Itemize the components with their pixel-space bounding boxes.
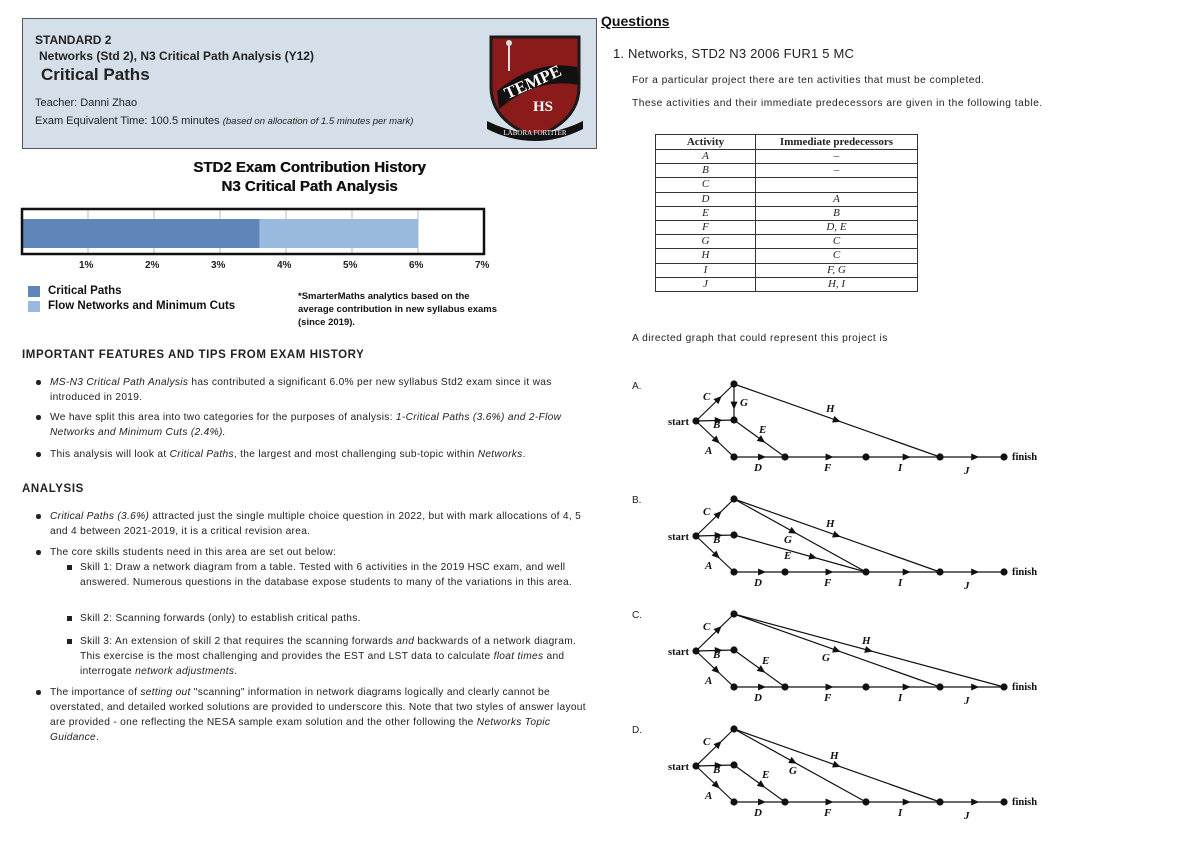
- graph-arrow: [832, 531, 842, 540]
- graph-node: [862, 798, 869, 805]
- graph-arrow: [808, 553, 818, 562]
- table-row: A –: [656, 150, 918, 164]
- finish-label: finish: [1012, 682, 1038, 693]
- graph-arrow: [826, 684, 834, 691]
- start-label: start: [668, 762, 689, 773]
- graph-edge: [734, 535, 866, 572]
- graph-node: [781, 683, 788, 690]
- graph-node: [730, 725, 737, 732]
- graph-edge-label: G: [784, 534, 792, 546]
- graph-node: [730, 610, 737, 617]
- graph-edge-label: E: [759, 424, 767, 436]
- chart-title: STD2 Exam Contribution History: [193, 159, 426, 176]
- graph-arrow: [971, 454, 979, 461]
- graph-edge-label: I: [898, 807, 903, 819]
- graph-edge-label: A: [705, 560, 713, 572]
- graph-edge: [734, 729, 866, 802]
- graph-edge-label: C: [703, 621, 711, 633]
- graph-node: [730, 495, 737, 502]
- graph-edge-label: F: [824, 577, 832, 589]
- graph-node: [1000, 453, 1007, 460]
- legend-flow-networks: Flow Networks and Minimum Cuts: [48, 300, 236, 312]
- network-diagram-c: [668, 610, 1037, 707]
- chart-tick-label: 7%: [475, 260, 490, 271]
- graph-arrow: [903, 684, 911, 691]
- legend-critical-paths: Critical Paths: [48, 285, 122, 297]
- graph-node: [730, 683, 737, 690]
- graph-arrow: [971, 799, 979, 806]
- graph-arrow: [832, 646, 842, 655]
- table-row: G C: [656, 235, 918, 249]
- graph-edge: [696, 499, 734, 536]
- graph-arrow: [758, 569, 766, 576]
- svg-text:TEMPE: TEMPE: [501, 61, 565, 103]
- graph-edge-label: G: [740, 397, 748, 409]
- skill-1: Skill 1: Draw a network diagram from a table. Tested with 6 activities in the 2019 HSC exam, and well answered. Numerous questions in the database expose students to many of the variations in this area.: [80, 560, 592, 590]
- graph-node: [692, 417, 699, 424]
- graph-arrow: [832, 416, 842, 425]
- start-label: start: [668, 417, 689, 428]
- graph-node: [1000, 683, 1007, 690]
- graph-edge-label: D: [754, 692, 762, 704]
- graph-arrow: [826, 799, 834, 806]
- graph-edge-label: D: [754, 577, 762, 589]
- option-a-label[interactable]: A.: [632, 381, 642, 392]
- table-header-predecessors: Immediate predecessors: [756, 135, 918, 150]
- graph-edge-label: E: [762, 655, 770, 667]
- graph-node: [862, 453, 869, 460]
- graph-node: [730, 416, 737, 423]
- graph-edge-label: G: [822, 652, 830, 664]
- start-label: start: [668, 647, 689, 658]
- graph-node: [781, 453, 788, 460]
- graph-edge-label: B: [713, 764, 721, 776]
- graph-edge: [696, 729, 734, 766]
- chart-tick-label: 3%: [211, 260, 226, 271]
- finish-label: finish: [1012, 567, 1038, 578]
- graph-node: [781, 568, 788, 575]
- chart-tick-label: 5%: [343, 260, 358, 271]
- table-row: F D, E: [656, 220, 918, 234]
- graph-node: [936, 683, 943, 690]
- graph-edge-label: D: [754, 462, 762, 474]
- question-1-title: 1. Networks, STD2 N3 2006 FUR1 5 MC: [613, 46, 855, 61]
- graph-edge-label: I: [898, 692, 903, 704]
- graph-arrow: [758, 684, 766, 691]
- table-row: J H, I: [656, 277, 918, 291]
- graph-node: [692, 647, 699, 654]
- graph-edge-label: J: [964, 695, 970, 707]
- graph-edge-label: F: [824, 462, 832, 474]
- network-diagram-b: [668, 495, 1037, 592]
- graph-node: [692, 532, 699, 539]
- analysis-item-2: The core skills students need in this area are set out below:: [50, 545, 595, 560]
- graph-arrow: [826, 569, 834, 576]
- table-row: B –: [656, 164, 918, 178]
- graph-arrow: [903, 799, 911, 806]
- skill-2: Skill 2: Scanning forwards (only) to establish critical paths.: [80, 611, 592, 626]
- svg-text:LABORA FORTITER: LABORA FORTITER: [503, 129, 567, 137]
- graph-edge-label: J: [964, 465, 970, 477]
- graph-edge-label: F: [824, 807, 832, 819]
- graph-node: [692, 762, 699, 769]
- graph-edge-label: B: [713, 649, 721, 661]
- question-prompt: A directed graph that could represent this project is: [632, 333, 888, 344]
- graph-edge-label: F: [824, 692, 832, 704]
- svg-text:HS: HS: [532, 99, 554, 115]
- graph-arrow: [903, 569, 911, 576]
- graph-arrow: [826, 454, 834, 461]
- graph-node: [862, 568, 869, 575]
- questions-heading: Questions: [601, 13, 670, 29]
- table-header-activity: Activity: [656, 135, 756, 150]
- graph-edge-label: C: [703, 506, 711, 518]
- graph-arrow: [864, 646, 874, 655]
- feature-item-2: We have split this area into two categories for the purposes of analysis: 1-Critical Paths (3.6%) and 2-Flow Networks and Minimum Cuts (2.4%).: [50, 410, 595, 440]
- graph-edge-label: H: [826, 518, 835, 530]
- graph-edge-label: B: [713, 419, 721, 431]
- start-label: start: [668, 532, 689, 543]
- teacher-line: Teacher: Danni Zhao: [35, 97, 138, 109]
- feature-item-3: This analysis will look at Critical Paths, the largest and most challenging sub-topic within Networks.: [50, 447, 595, 462]
- network-diagram-d: [668, 725, 1037, 822]
- graph-node: [1000, 568, 1007, 575]
- skill-3: Skill 3: An extension of skill 2 that requires the scanning forwards and backwards of a network diagram. This exercise is the most challenging and provides the EST and LST data to calculate float times and interrogate network adjustments.: [80, 634, 592, 679]
- option-c-label[interactable]: C.: [632, 610, 642, 621]
- graph-edge-label: H: [830, 750, 839, 762]
- chart-tick-label: 6%: [409, 260, 424, 271]
- graph-node: [730, 798, 737, 805]
- graph-node: [730, 453, 737, 460]
- graph-edge-label: E: [784, 550, 792, 562]
- graph-edge-label: C: [703, 391, 711, 403]
- graph-arrow: [971, 684, 979, 691]
- chart-footnote: *SmarterMaths analytics based on the average contribution in new syllabus exams (since 2019).: [298, 291, 498, 328]
- question-intro-1: For a particular project there are ten activities that must be completed.: [632, 75, 985, 86]
- graph-edge-label: J: [964, 580, 970, 592]
- table-row: H C: [656, 249, 918, 263]
- topic-label: Networks (Std 2), N3 Critical Path Analysis (Y12): [39, 49, 314, 63]
- network-diagram-a: [668, 380, 1037, 477]
- graph-arrow: [758, 799, 766, 806]
- graph-edge: [696, 614, 734, 651]
- table-row: E B: [656, 206, 918, 220]
- graph-arrow: [757, 435, 768, 445]
- graph-arrow: [758, 454, 766, 461]
- graph-edge-label: A: [705, 790, 713, 802]
- chart-subtitle: N3 Critical Path Analysis: [221, 178, 398, 195]
- graph-node: [1000, 798, 1007, 805]
- graph-node: [936, 798, 943, 805]
- graph-node: [730, 646, 737, 653]
- graph-edge-label: E: [762, 769, 770, 781]
- chart-tick-label: 1%: [79, 260, 94, 271]
- table-row: D A: [656, 192, 918, 206]
- features-heading: IMPORTANT FEATURES AND TIPS FROM EXAM HISTORY: [22, 349, 365, 361]
- graph-edge-label: I: [898, 577, 903, 589]
- graph-node: [781, 798, 788, 805]
- graph-edge-label: B: [713, 534, 721, 546]
- feature-item-1: MS-N3 Critical Path Analysis has contributed a significant 6.0% per new syllabus Std2 exam since it was introduced in 2019.: [50, 375, 595, 405]
- graph-arrow: [832, 761, 842, 770]
- chart-tick-label: 2%: [145, 260, 160, 271]
- graph-node: [730, 380, 737, 387]
- graph-node: [730, 568, 737, 575]
- question-intro-2: These activities and their immediate predecessors are given in the following table.: [632, 98, 1043, 109]
- chart-tick-label: 4%: [277, 260, 292, 271]
- graph-node: [730, 761, 737, 768]
- analysis-item-1: Critical Paths (3.6%) attracted just the single multiple choice question in 2022, but with mark allocations of 4, 5 and 4 between 2021-2019, it is a critical revision area.: [50, 509, 595, 539]
- graph-edge-label: A: [705, 675, 713, 687]
- finish-label: finish: [1012, 452, 1038, 463]
- option-d-label[interactable]: D.: [632, 725, 642, 736]
- page-title: Critical Paths: [41, 65, 150, 84]
- graph-edge: [734, 499, 866, 572]
- graph-node: [936, 568, 943, 575]
- analysis-item-3: The importance of setting out "scanning" information in network diagrams logically and clearly cannot be overstated, and detailed worked solutions are provided to underscore this. Note that two styles of answer layout are provided - one reflecting the NESA sample exam solution and the other following the Networks Topic Guidance.: [50, 685, 595, 745]
- standard-label: STANDARD 2: [35, 33, 112, 47]
- graph-edge: [696, 384, 734, 421]
- graph-node: [862, 683, 869, 690]
- graph-arrow: [731, 402, 738, 410]
- graph-arrow: [757, 780, 768, 790]
- graph-arrow: [903, 454, 911, 461]
- graph-edge-label: H: [826, 403, 835, 415]
- graph-node: [730, 531, 737, 538]
- graph-arrow: [971, 569, 979, 576]
- graph-edge-label: G: [789, 765, 797, 777]
- option-b-label[interactable]: B.: [632, 495, 642, 506]
- graph-edge-label: D: [754, 807, 762, 819]
- graph-edge-label: C: [703, 736, 711, 748]
- finish-label: finish: [1012, 797, 1038, 808]
- graph-node: [936, 453, 943, 460]
- graph-edge-label: I: [898, 462, 903, 474]
- graph-edge-label: H: [862, 635, 871, 647]
- graph-edge-label: A: [705, 445, 713, 457]
- table-row: C: [656, 178, 918, 192]
- graph-edge-label: J: [964, 810, 970, 822]
- analysis-heading: ANALYSIS: [22, 483, 84, 495]
- exam-time-line: Exam Equivalent Time: 100.5 minutes (based on allocation of 1.5 minutes per mark): [35, 115, 414, 127]
- table-row: I F, G: [656, 263, 918, 277]
